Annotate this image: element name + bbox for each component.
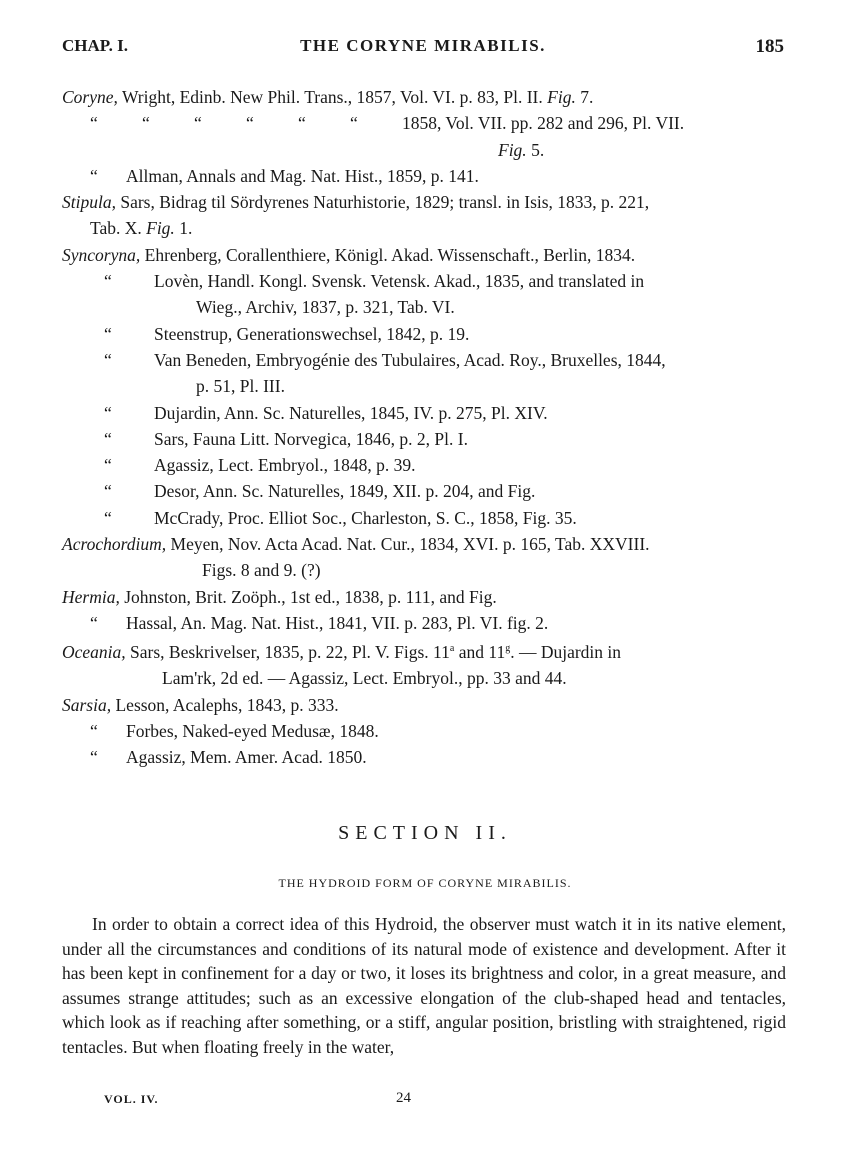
sub-reference <box>62 610 786 636</box>
volume-label: VOL. IV. <box>104 1092 159 1106</box>
ditto-line <box>62 110 786 163</box>
reference-text: Agassiz, Lect. Embryol., 1848, p. 39. <box>154 455 416 476</box>
paragraph: In order to obtain a correct idea of this Hydroid, the observer must watch it in its native element, under all the circumstances and conditions of its natural mode of existence and development. After it has been kept in confinement for a day or two, it loses its brightness and color, in a great measure, and assumes strange attitudes; such as an excessive elongation of the club-shaped head and tentacles, which look as if reaching after something, or a stiff, angular position, bristling with straightened, rigid tentacles. But when floating freely in the water, <box>62 914 786 1057</box>
reference-text: and 11 <box>454 642 506 663</box>
reference-continuation: Wieg., Archiv, 1837, p. 321, Tab. VI. <box>196 297 455 318</box>
sub-reference <box>62 347 786 400</box>
superscript: g <box>505 643 511 655</box>
ditto-mark: “ <box>90 747 98 768</box>
entry-acrochordium <box>62 531 786 584</box>
entry-sarsia <box>62 692 786 771</box>
reference-continuation <box>62 215 786 241</box>
ditto-mark: “ <box>350 113 358 134</box>
synonymy-list <box>62 84 786 771</box>
ditto-mark: “ <box>90 165 98 186</box>
fig-abbrev: Fig. <box>498 139 527 160</box>
ditto-mark: “ <box>104 507 112 528</box>
page-footer <box>104 1092 524 1114</box>
page-number: 185 <box>755 36 784 57</box>
reference-text: Lovèn, Handl. Kongl. Svensk. Vetensk. Akad., 1835, and translated in <box>154 271 645 292</box>
signature-mark: 24 <box>396 1090 411 1106</box>
genus-name: Hermia, <box>62 586 120 607</box>
genus-name: Syncoryna, <box>62 244 141 265</box>
ditto-mark: “ <box>104 271 112 292</box>
ditto-mark: “ <box>104 455 112 476</box>
ditto-mark: “ <box>90 113 98 134</box>
chapter-label: CHAP. I. <box>62 36 128 55</box>
entry-syncoryna <box>62 242 786 531</box>
ditto-mark: “ <box>104 323 112 344</box>
reference-text: Sars, Bidrag til Sördyrenes Naturhistorie, 1829; transl. in Isis, 1833, p. 221, <box>115 192 650 213</box>
ditto-mark: “ <box>246 113 254 134</box>
reference-continuation: p. 51, Pl. III. <box>196 376 285 397</box>
reference-text: Sars, Fauna Litt. Norvegica, 1846, p. 2, Pl. I. <box>154 428 468 449</box>
reference-text: Sars, Beskrivelser, 1835, p. 22, Pl. V. Figs. 11 <box>125 642 450 663</box>
ditto-mark: “ <box>104 402 112 423</box>
sub-reference <box>62 718 786 744</box>
reference-text: . — Dujardin in <box>510 642 622 663</box>
reference-text: Agassiz, Mem. Amer. Acad. 1850. <box>126 747 367 768</box>
reference-text: Lesson, Acalephs, 1843, p. 333. <box>111 694 339 715</box>
ditto-mark: “ <box>194 113 202 134</box>
genus-name: Stipula, <box>62 192 116 213</box>
reference-text: Van Beneden, Embryogénie des Tubulaires, Acad. Roy., Bruxelles, 1844, <box>154 349 666 370</box>
entry-coryne <box>62 84 786 189</box>
reference-text: 5. <box>526 139 545 160</box>
sub-reference <box>62 163 786 189</box>
section-heading: SECTION II. <box>338 822 512 844</box>
section-subheading: THE HYDROID FORM OF CORYNE MIRABILIS. <box>278 876 572 890</box>
entry-hermia <box>62 584 786 637</box>
reference-continuation: Lam'rk, 2d ed. — Agassiz, Lect. Embryol., pp. 33 and 44. <box>162 668 567 689</box>
sub-reference <box>62 321 786 347</box>
reference-text: Hassal, An. Mag. Nat. Hist., 1841, VII. p. 283, Pl. VI. fig. 2. <box>126 612 549 633</box>
reference-continuation: Figs. 8 and 9. (?) <box>202 560 321 581</box>
ditto-mark: “ <box>90 720 98 741</box>
ditto-mark: “ <box>90 612 98 633</box>
reference-text: 1. <box>174 218 193 239</box>
ditto-mark: “ <box>104 481 112 502</box>
reference-continuation <box>90 137 786 163</box>
genus-name: Acrochordium, <box>62 534 167 555</box>
fig-abbrev: Fig. <box>146 218 175 239</box>
genus-name: Sarsia, <box>62 694 112 715</box>
reference-text: McCrady, Proc. Elliot Soc., Charleston, S. C., 1858, Fig. 35. <box>154 507 577 528</box>
running-title: THE CORYNE MIRABILIS. <box>300 36 546 55</box>
entry-stipula <box>62 189 786 242</box>
reference-text: Forbes, Naked-eyed Medusæ, 1848. <box>126 720 379 741</box>
reference-text: Meyen, Nov. Acta Acad. Nat. Cur., 1834, XVI. p. 165, Tab. XXVIII. <box>166 534 650 555</box>
reference-text: Desor, Ann. Sc. Naturelles, 1849, XII. p. 204, and Fig. <box>154 481 536 502</box>
body-text <box>62 912 786 1059</box>
sub-reference <box>62 268 786 321</box>
fig-abbrev: Fig. <box>547 87 576 107</box>
running-head <box>62 36 784 64</box>
sub-reference <box>62 478 786 504</box>
ditto-mark: “ <box>104 428 112 449</box>
reference-text: 1858, Vol. VII. pp. 282 and 296, Pl. VII. <box>402 113 685 134</box>
entry-oceania <box>62 636 786 691</box>
superscript: a <box>449 643 455 655</box>
ditto-mark: “ <box>298 113 306 134</box>
reference-text: Tab. X. <box>90 218 147 239</box>
reference-text: Johnston, Brit. Zoöph., 1st ed., 1838, p. 111, and Fig. <box>119 586 497 607</box>
sub-reference <box>62 452 786 478</box>
genus-name: Coryne, <box>62 87 118 107</box>
ditto-mark: “ <box>142 113 150 134</box>
sub-reference <box>62 744 786 770</box>
ditto-mark: “ <box>104 349 112 370</box>
sub-reference <box>62 426 786 452</box>
reference-text: Wright, Edinb. New Phil. Trans., 1857, Vol. VI. p. 83, Pl. II. <box>117 87 548 107</box>
reference-text: 7. <box>575 87 594 107</box>
reference-text: Dujardin, Ann. Sc. Naturelles, 1845, IV. p. 275, Pl. XIV. <box>154 402 548 423</box>
sub-reference <box>62 505 786 531</box>
sub-reference <box>62 400 786 426</box>
ditto-marks <box>90 110 402 136</box>
reference-text: Allman, Annals and Mag. Nat. Hist., 1859, p. 141. <box>126 165 479 186</box>
genus-name: Oceania, <box>62 642 126 663</box>
reference-text: Ehrenberg, Corallenthiere, Königl. Akad. Wissenschaft., Berlin, 1834. <box>140 244 636 265</box>
reference-text: Steenstrup, Generationswechsel, 1842, p. 19. <box>154 323 470 344</box>
